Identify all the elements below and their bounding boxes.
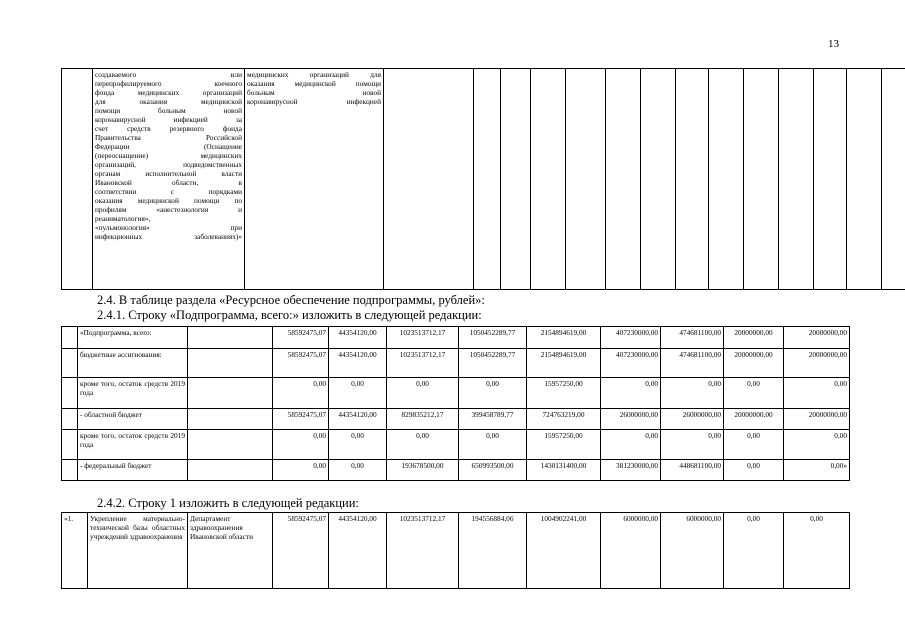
value-cell: 1050452289,77 — [459, 349, 527, 378]
continuation-table — [61, 68, 905, 290]
measure-line: оказания медицинской помощи по — [95, 196, 242, 205]
value-cell: 0,00 — [601, 378, 661, 409]
value-cell: 1023513712,17 — [387, 327, 459, 349]
value-cell: 58592475,07 — [273, 409, 329, 430]
value-cell: 407230000,00 — [601, 349, 661, 378]
empty-cell — [188, 430, 273, 460]
value-cell: 193678500,00 — [387, 460, 459, 481]
cell-empty — [501, 69, 531, 290]
measure-line: создаваемого или — [95, 70, 242, 79]
result-line: оказания медицинской помощи — [247, 79, 381, 88]
empty-cell — [188, 349, 273, 378]
row-label: - федеральный бюджет — [78, 460, 188, 481]
row-number: «1. — [62, 513, 88, 589]
value-cell: 0,00 — [784, 378, 850, 409]
measure-line: коронавирусной инфекцией за — [95, 115, 242, 124]
cell-empty — [779, 69, 814, 290]
value-cell: 0,00 — [387, 378, 459, 409]
row-label: «Подпрограмма, всего: — [78, 327, 188, 349]
row-executor: Департамент здравоохранения Ивановской области — [188, 513, 273, 589]
value-cell: 474681100,00 — [661, 327, 724, 349]
empty-cell — [188, 460, 273, 481]
row-label: - областной бюджет — [78, 409, 188, 430]
cell-empty — [882, 69, 905, 290]
value-cell: 0,00 — [273, 430, 329, 460]
value-cell: 6000000,00 — [661, 513, 724, 589]
value-cell: 0,00 — [273, 460, 329, 481]
table-row — [62, 349, 850, 378]
table-row — [62, 378, 850, 409]
row-label: бюджетные ассигнования: — [78, 349, 188, 378]
result-line: больным новой — [247, 88, 381, 97]
value-cell: 0,00 — [601, 430, 661, 460]
cell-measure-description — [93, 69, 245, 290]
value-cell: 0,00 — [459, 378, 527, 409]
value-cell: 0,00 — [784, 513, 850, 589]
value-cell: 44354120,00 — [329, 409, 387, 430]
cell-empty — [384, 69, 474, 290]
value-cell: 0,00 — [459, 430, 527, 460]
value-cell: 20000000,00 — [724, 327, 784, 349]
value-cell: 15957250,00 — [527, 378, 601, 409]
value-cell: 15957250,00 — [527, 430, 601, 460]
cell-empty — [814, 69, 847, 290]
value-cell: 0,00 — [661, 430, 724, 460]
measure-line: помощи больным новой — [95, 106, 242, 115]
value-cell: 1023513712,17 — [387, 349, 459, 378]
value-cell: 58592475,07 — [273, 327, 329, 349]
subsection-heading-2: 2.4.2. Строку 1 изложить в следующей редакции: — [97, 496, 359, 510]
value-cell: 2154894619,00 — [527, 327, 601, 349]
table-row — [62, 327, 850, 349]
row-label: кроме того, остаток средств 2019 года — [78, 430, 188, 460]
value-cell: 0,00 — [273, 378, 329, 409]
value-cell: 20000000,00 — [724, 349, 784, 378]
empty-cell — [188, 409, 273, 430]
cell-empty — [531, 69, 566, 290]
table-row — [62, 409, 850, 430]
value-cell: 0,00» — [784, 460, 850, 481]
measure-line: Ивановской области, в — [95, 178, 242, 187]
value-cell: 1004902241,00 — [527, 513, 601, 589]
page-number: 13 — [828, 38, 839, 50]
cell-empty — [744, 69, 779, 290]
value-cell: 474681100,00 — [661, 349, 724, 378]
value-cell: 0,00 — [387, 430, 459, 460]
measure-line: реаниматология», — [95, 214, 151, 223]
measure-line: перепрофилируемого коечного — [95, 79, 242, 88]
value-cell: 44354120,00 — [329, 327, 387, 349]
row-1-table — [61, 512, 850, 589]
table-row — [62, 430, 850, 460]
cell-empty — [474, 69, 501, 290]
value-cell: 381230000,00 — [601, 460, 661, 481]
value-cell: 0,00 — [329, 430, 387, 460]
value-cell: 26000000,00 — [601, 409, 661, 430]
value-cell: 58592475,07 — [273, 349, 329, 378]
value-cell: 448681100,00 — [661, 460, 724, 481]
value-cell: 20000000,00 — [784, 349, 850, 378]
subsection-heading: 2.4.1. Строку «Подпрограмма, всего:» изложить в следующей редакции: — [97, 308, 482, 322]
value-cell: 0,00 — [329, 378, 387, 409]
value-cell: 829835212,17 — [387, 409, 459, 430]
measure-line: соответствии с порядками — [95, 187, 242, 196]
empty-cell — [62, 378, 78, 409]
value-cell: 724763219,00 — [527, 409, 601, 430]
value-cell: 0,00 — [329, 460, 387, 481]
empty-cell — [62, 460, 78, 481]
value-cell: 2154894619,00 — [527, 349, 601, 378]
empty-cell — [62, 349, 78, 378]
value-cell: 44354120,00 — [329, 349, 387, 378]
measure-line: профилям «анестезиология и — [95, 205, 242, 214]
value-cell: 6000000,00 — [601, 513, 661, 589]
value-cell: 20000000,00 — [784, 409, 850, 430]
value-cell: 399458789,77 — [459, 409, 527, 430]
measure-line: организаций, подведомственных — [95, 160, 242, 169]
value-cell: 20000000,00 — [784, 327, 850, 349]
value-cell: 650993500,00 — [459, 460, 527, 481]
value-cell: 44354120,00 — [329, 513, 387, 589]
value-cell: 0,00 — [784, 430, 850, 460]
result-line: коронавирусной инфекцией — [247, 97, 381, 106]
value-cell: 1023513712,17 — [387, 513, 459, 589]
value-cell: 58592475,07 — [273, 513, 329, 589]
value-cell: 26000000,00 — [661, 409, 724, 430]
resource-table — [61, 326, 850, 481]
measure-line: органам исполнительной власти — [95, 169, 242, 178]
value-cell: 0,00 — [661, 378, 724, 409]
empty-cell — [188, 378, 273, 409]
measure-line: (переоснащение) медицинских — [95, 151, 242, 160]
empty-cell — [62, 430, 78, 460]
cell-num — [62, 69, 93, 290]
measure-line: «пульмонология» при — [95, 223, 242, 232]
value-cell: 407230000,00 — [601, 327, 661, 349]
value-cell: 0,00 — [724, 378, 784, 409]
cell-empty — [606, 69, 641, 290]
value-cell: 1050452289,77 — [459, 327, 527, 349]
empty-cell — [62, 409, 78, 430]
value-cell: 194556884,06 — [459, 513, 527, 589]
value-cell: 1430131400,00 — [527, 460, 601, 481]
table-row — [62, 460, 850, 481]
measure-line: Федерации (Оснащение — [95, 142, 242, 151]
cell-empty — [709, 69, 744, 290]
value-cell: 0,00 — [724, 430, 784, 460]
measure-line: фонда медицинских организаций — [95, 88, 242, 97]
empty-cell — [62, 327, 78, 349]
measure-line: Правительства Российской — [95, 133, 242, 142]
value-cell: 0,00 — [724, 513, 784, 589]
empty-cell — [188, 327, 273, 349]
measure-line: счет средств резервного фонда — [95, 124, 242, 133]
row-label: кроме того, остаток средств 2019 года — [78, 378, 188, 409]
result-line: медицинских организаций для — [247, 70, 381, 79]
measure-line: инфекционных заболеваниях)» — [95, 232, 242, 241]
measure-line: для оказания медицинской — [95, 97, 242, 106]
cell-empty — [641, 69, 676, 290]
cell-empty — [847, 69, 882, 290]
cell-empty — [566, 69, 606, 290]
value-cell: 0,00 — [724, 460, 784, 481]
value-cell: 20000000,00 — [724, 409, 784, 430]
cell-empty — [676, 69, 709, 290]
row-measure-name: Укрепление материально-технической базы областных учреждений здравоохранения — [88, 513, 188, 589]
cell-measure-result — [245, 69, 384, 290]
section-heading: 2.4. В таблице раздела «Ресурсное обеспечение подпрограммы, рублей»: — [97, 293, 485, 307]
